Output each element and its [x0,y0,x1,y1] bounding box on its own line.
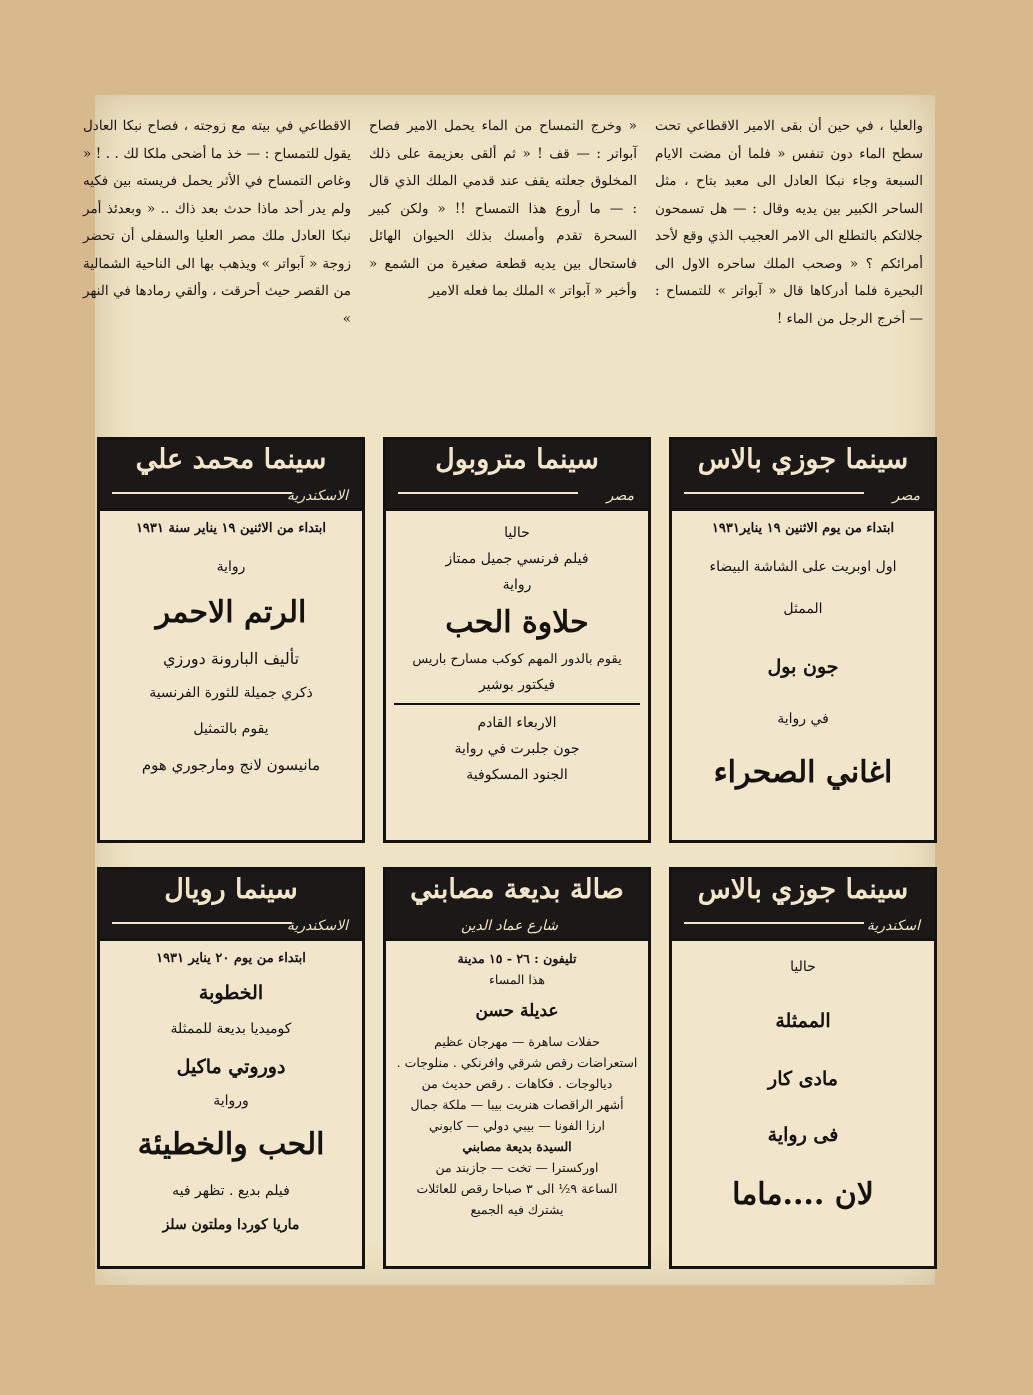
film-title: لان ....ماما [732,1177,874,1212]
cinema-city: اسكندرية [866,918,920,934]
ad-line: رواية [502,577,532,593]
performer-name: السيدة بديعة مصابني [462,1139,572,1154]
cinema-city: مصر [606,488,634,504]
divider [394,703,640,705]
cinema-name: سينما جوزي بالاس [697,874,909,905]
cinema-name: سينما جوزي بالاس [697,444,909,475]
article-column-middle [369,113,637,306]
ad-cinema-royal [97,867,365,1269]
ad-line: حفلات ساهرة — مهرجان عظيم [434,1034,600,1049]
film-title: الرتم الاحمر [155,595,307,630]
cinema-city: مصر [892,488,920,504]
actor-name: جون بول [767,656,839,678]
ad-line: فيلم فرنسي جميل ممتاز [445,551,589,567]
ad-line: ديالوجات . فكاهات . رقص حديث من [421,1076,613,1091]
ad-line: فى رواية [767,1124,839,1146]
cinema-name: سينما محمد علي [135,444,327,475]
ad-line: يقوم بالدور المهم كوكب مسارح باريس [412,652,622,667]
ad-line: هذا المساء [489,972,545,987]
ad-line: ارزا الفونا — بيبي دولي — كابوني [428,1118,606,1133]
ad-body [672,511,934,815]
cinema-city: الاسكندرية [286,488,348,504]
article-text: والعليا ، في حين أن بقى الامير الاقطاعي تحت سطح الماء دون تنفس « فلما أن مضت الايام السبعة وجاء نبكا العادل الى معبد بتاح ، مثل الساحر الكبير بين يديه وقال : — هل تسمحون جلالتكم بالتطلع الى الامر العجيب الذي وقع لأحد أمرائكم ؟ « وصحب الملك ساحره الاول الى البحيرة فلما أدركاها قال « آبواتر » للتمساح : — أخرج الرجل من الماء ! [655,118,923,327]
film-title: الحب والخطيئة [137,1127,325,1162]
ad-line: استعراضات رقص شرقي وافرنكي . منلوجات . [396,1055,638,1070]
ad-line: رواية [216,559,246,575]
actor-name: مادى كار [768,1068,838,1090]
ad-line: الممثل [783,601,823,617]
cinema-name: سينما رويال [164,874,298,905]
cinema-name: سينما متروبول [435,444,599,475]
phone-number: تليفون : ٢٦ - ١٥ مدينة [457,951,577,966]
ad-line: ورواية [213,1093,249,1109]
article-column-left [83,113,351,333]
film-title: الجنود المسكوفية [466,767,568,783]
ad-line: جون جلبرت في رواية [454,741,580,757]
article-text: « وخرج التمساح من الماء يحمل الامير فصاح آبواتر : — قف ! « ثم ألقى بعزيمة على ذلك المخلوق جعلته يقف عند قدمي الملك الذي قال : — ما أروع هذا التمساح !! « ولكن كبير السحرة تقدم وأمسك بذلك الحيوان الهائل فاستحال بين يديه قطعة صغيرة من الشمع « وأخبر « آبواتر » الملك بما فعله الامير [369,118,637,299]
ad-line: الاربعاء القادم [477,715,557,731]
ad-header [100,870,362,941]
ad-date: ابتداء من يوم الاثنين ١٩ يناير١٩٣١ [711,521,895,536]
ad-line: تأليف البارونة دورزي [162,649,300,668]
actor-name: دوروتي ماكيل [176,1056,286,1078]
hall-address: شارع عماد الدين [460,918,558,934]
ad-body [386,941,648,1228]
actor-name: ماريا كوردا وملتون سلز [162,1217,300,1233]
ad-cinema-josy-palace-alexandria [669,867,937,1269]
ad-header [100,440,362,511]
ad-cinema-josy-palace-cairo [669,437,937,843]
ad-line: الممثلة [775,1010,831,1032]
ad-line: حاليا [504,525,530,541]
header-rule [112,922,292,924]
ad-line: حاليا [790,959,816,975]
actor-name: مانيسون لانج ومارجوري هوم [141,756,321,774]
performer-name: عديلة حسن [475,1001,559,1021]
film-title: حلاوة الحب [445,605,589,640]
ad-header [386,870,648,941]
ad-date: ابتداء من يوم ٢٠ يناير ١٩٣١ [156,951,306,966]
ad-line: يشترك فيه الجميع [470,1202,564,1217]
ad-body [100,511,362,787]
ad-header [672,440,934,511]
film-title: اغاني الصحراء [713,755,893,790]
header-rule [684,922,864,924]
ad-line: يقوم بالتمثيل [193,721,269,737]
ad-line: ذكري جميلة للثورة الفرنسية [149,685,313,701]
ad-body [386,511,648,797]
ad-header [386,440,648,511]
ad-line: في رواية [777,711,829,727]
ad-line: فيلم بديع . تظهر فيه [172,1183,290,1199]
ad-cinema-mohamed-ali [97,437,365,843]
ad-header [672,870,934,941]
ad-badia-masabni-hall [383,867,651,1269]
ad-line: اوركسترا — تخت — جازبند من [435,1160,599,1175]
header-rule [112,492,292,494]
header-rule [398,492,578,494]
film-title: الخطوبة [198,982,264,1004]
ad-line: أشهر الراقصات هنريت بيبا — ملكة جمال [410,1097,624,1112]
header-rule [684,492,864,494]
ad-line: كوميديا بديعة للممثلة [170,1021,292,1037]
ad-body [672,941,934,1237]
ad-cinema-metropole [383,437,651,843]
cinema-city: الاسكندرية [286,918,348,934]
ad-date: ابتداء من الاثنين ١٩ يناير سنة ١٩٣١ [135,521,327,536]
actor-name: فيكتور بوشير [478,677,556,693]
ad-line: الساعة ٩½ الى ٣ صباحا رقص للعائلات [416,1181,618,1196]
article-column-right [655,113,923,333]
article-text: الاقطاعي في بيته مع زوجته ، فصاح نبكا العادل يقول للتمساح : — خذ ما أضحى ملكا لك . . ! « وغاص التمساح في الأثر يحمل فريسته بين فكيه ولم يدر أحد ماذا حدث بعد ذاك .. « وبعدئذ أمر نبكا العادل ملك مصر العليا والسفلى أن تحضر زوجة « آبواتر » ويذهب بها الى الناحية الشمالية من القصر حيث أحرقت ، وألقي رمادها في النهر » [83,118,351,327]
ad-body [100,941,362,1247]
hall-name: صالة بديعة مصابني [410,874,624,905]
ad-line: اول اوبريت على الشاشة البيضاء [709,559,897,575]
newspaper-page [83,95,935,1285]
